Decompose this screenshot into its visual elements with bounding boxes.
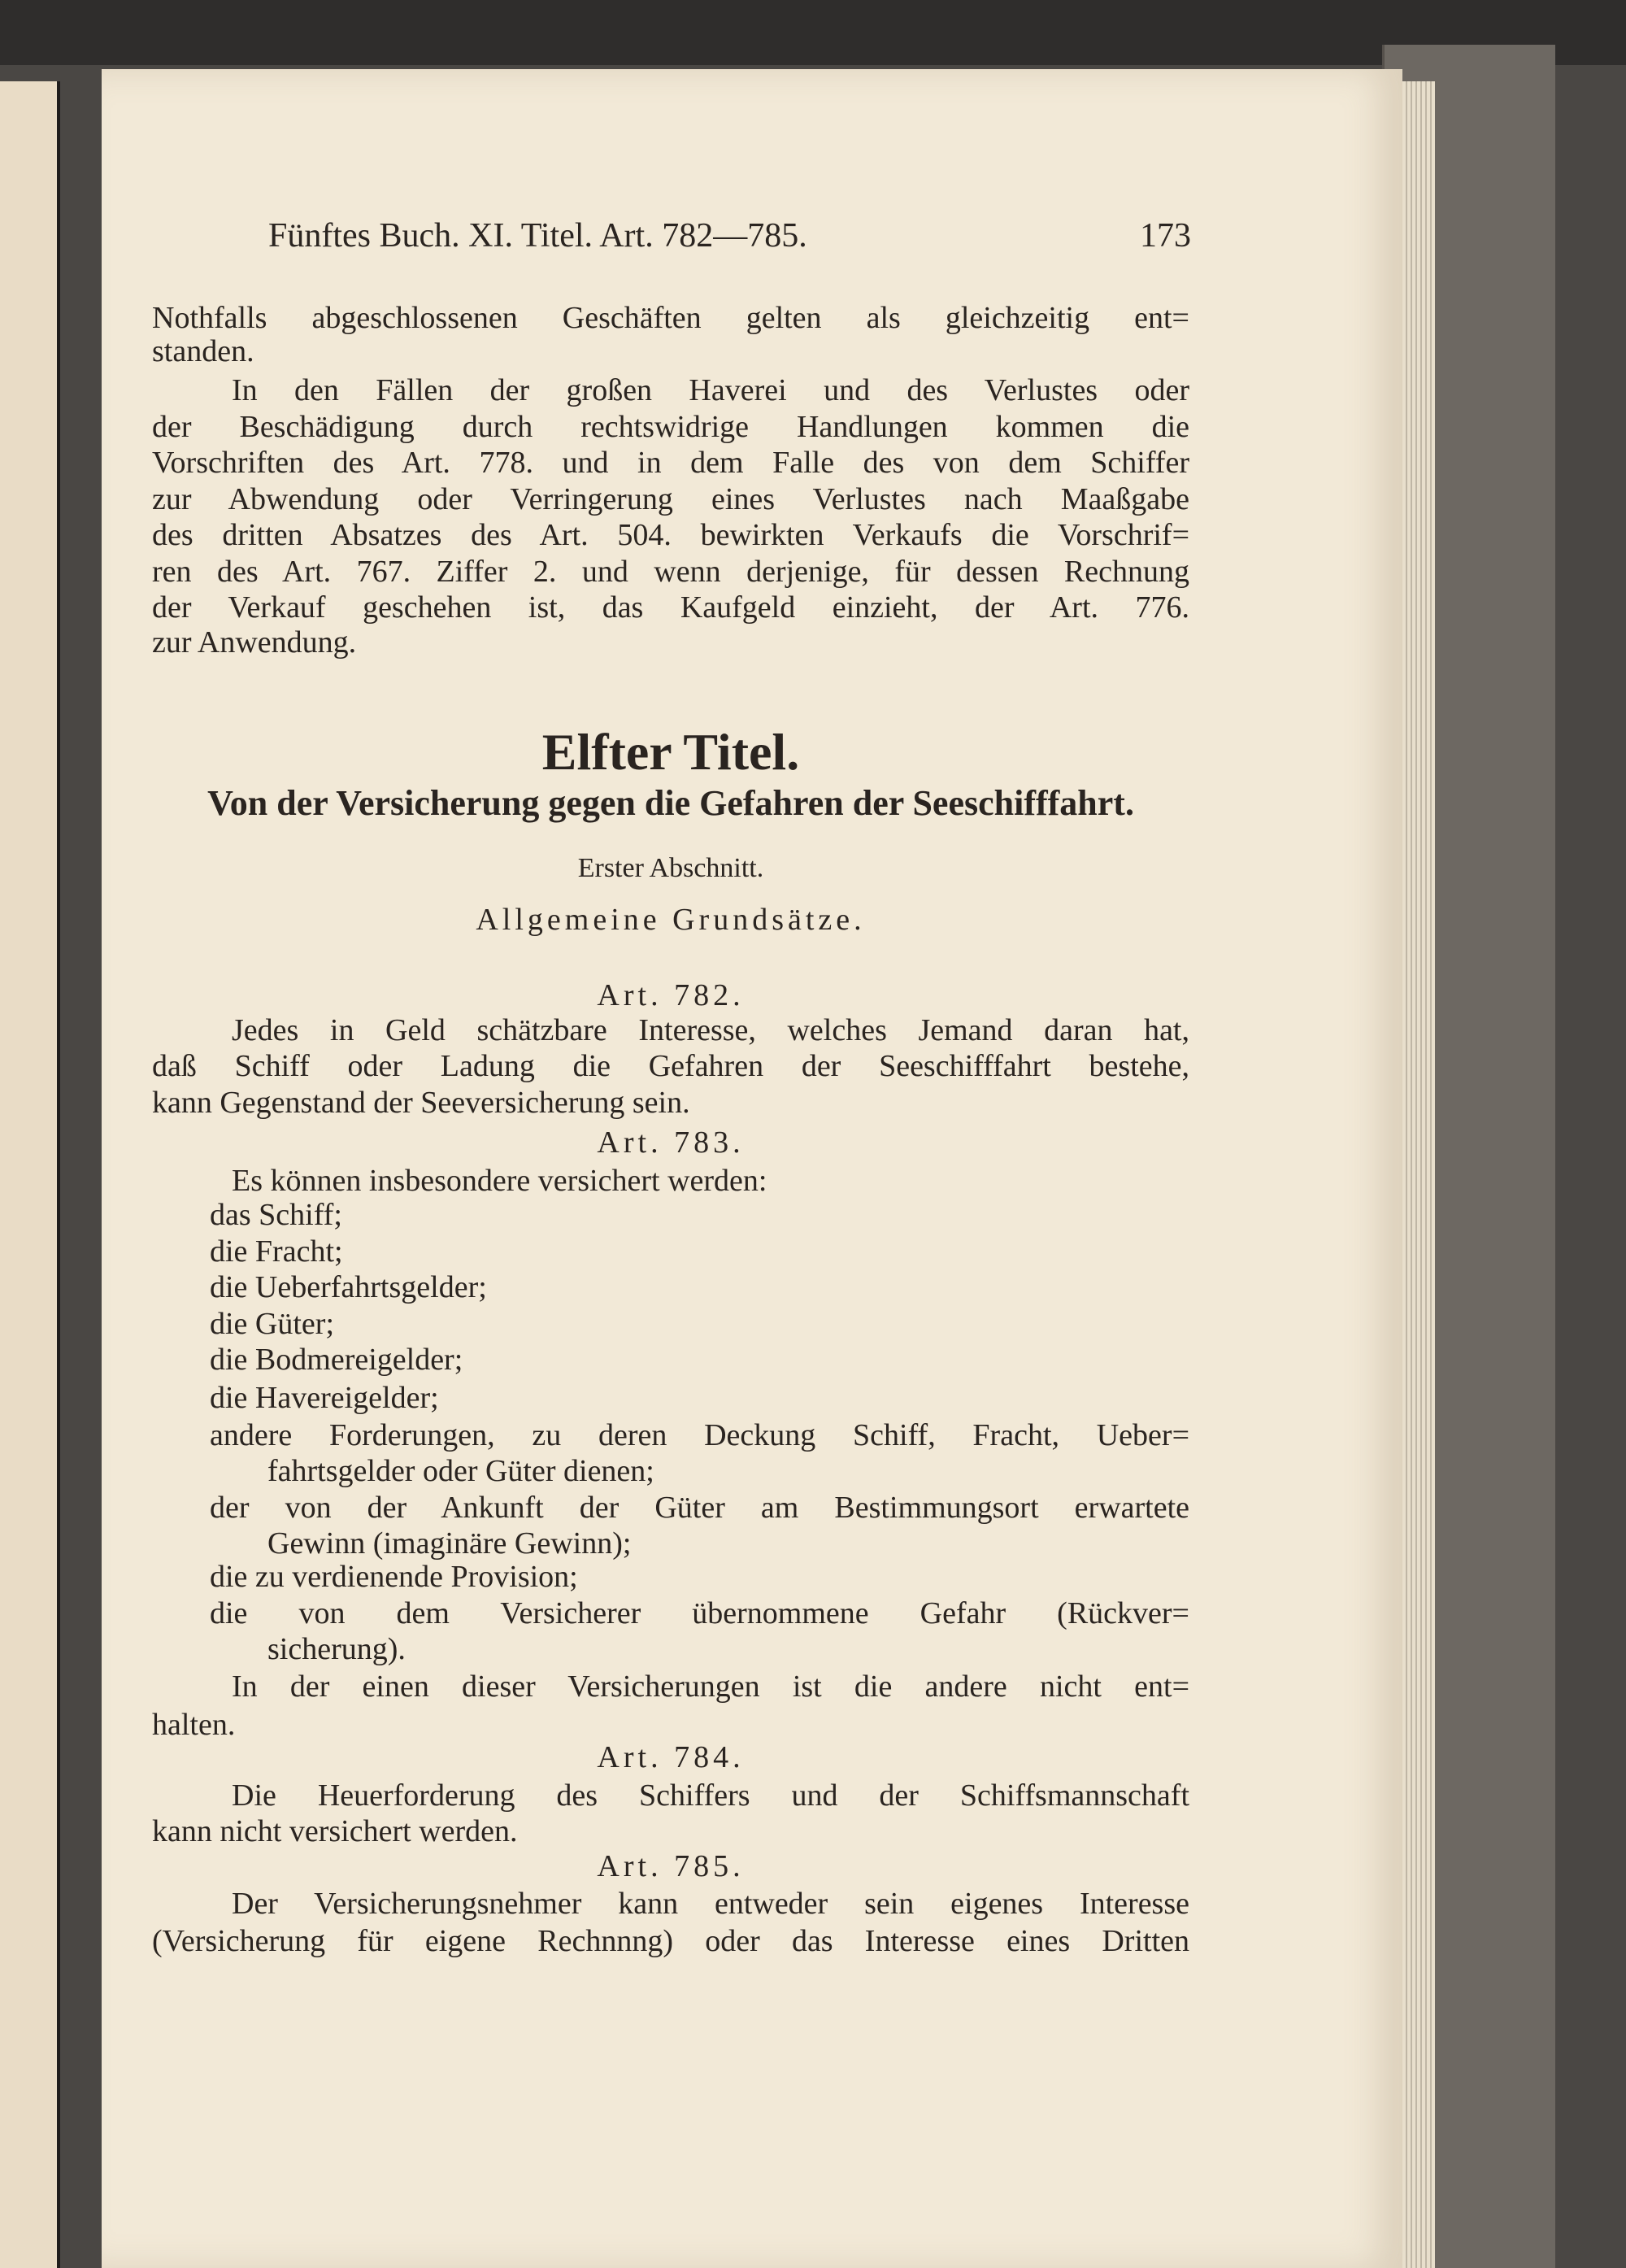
- text-line: Es können insbesondere versichert werden:: [232, 1163, 767, 1198]
- list-item: die Bodmereigelder;: [210, 1342, 463, 1377]
- text-line: Der Versicherungsnehmer kann entweder sein eigenes Interesse: [232, 1886, 1189, 1921]
- subsection-title: Allgemeine Grundsätze.: [476, 902, 866, 937]
- article-heading: Art. 782.: [597, 977, 745, 1012]
- text-line: Die Heuerforderung des Schiffers und der Schiffsmannschaft: [232, 1778, 1189, 1813]
- text-line: standen.: [152, 333, 254, 368]
- list-item: die Güter;: [210, 1306, 335, 1341]
- list-item: der von der Ankunft der Güter am Bestimmungsort erwartete: [210, 1490, 1189, 1525]
- text-line: zur Abwendung oder Verringerung eines Verlustes nach Maaßgabe: [152, 481, 1189, 516]
- text-line: kann Gegenstand der Seeversicherung sein.: [152, 1085, 690, 1120]
- running-header: Fünftes Buch. XI. Titel. Art. 782—785.: [268, 217, 807, 255]
- facing-page-edge: [0, 81, 60, 2268]
- list-item: das Schiff;: [210, 1197, 342, 1232]
- page-number: 173: [1140, 217, 1191, 255]
- list-item: die Fracht;: [210, 1234, 343, 1269]
- article-heading: Art. 785.: [597, 1848, 745, 1883]
- list-item-continuation: fahrtsgelder oder Güter dienen;: [267, 1453, 654, 1488]
- text-line: In der einen dieser Versicherungen ist die andere nicht ent=: [232, 1669, 1189, 1704]
- list-item: die von dem Versicherer übernommene Gefahr (Rückver=: [210, 1595, 1189, 1630]
- page-edges: [1402, 81, 1435, 2268]
- text-line: In den Fällen der großen Haverei und des Verlustes oder: [232, 372, 1189, 407]
- text-line: Vorschriften des Art. 778. und in dem Falle des von dem Schiffer: [152, 445, 1189, 480]
- list-item-continuation: sicherung).: [267, 1631, 406, 1666]
- text-line: des dritten Absatzes des Art. 504. bewirkten Verkaufs die Vorschrif=: [152, 517, 1189, 552]
- list-item: die Ueberfahrtsgelder;: [210, 1269, 487, 1304]
- subsection-label: Erster Abschnitt.: [577, 852, 764, 883]
- text-line: halten.: [152, 1707, 236, 1742]
- list-item-continuation: Gewinn (imaginäre Gewinn);: [267, 1526, 632, 1561]
- text-line: der Beschädigung durch rechtswidrige Handlungen kommen die: [152, 409, 1189, 444]
- text-line: Jedes in Geld schätzbare Interesse, welches Jemand daran hat,: [232, 1012, 1189, 1047]
- text-line: Nothfalls abgeschlossenen Geschäften gelten als gleichzeitig ent=: [152, 300, 1189, 335]
- text-line: (Versicherung für eigene Rechnnng) oder das Interesse eines Dritten: [152, 1923, 1189, 1958]
- text-line: daß Schiff oder Ladung die Gefahren der Seeschifffahrt bestehe,: [152, 1048, 1189, 1083]
- text-line: zur Anwendung.: [152, 625, 357, 660]
- article-heading: Art. 784.: [597, 1739, 745, 1774]
- text-line: der Verkauf geschehen ist, das Kaufgeld einzieht, der Art. 776.: [152, 590, 1189, 625]
- text-line: ren des Art. 767. Ziffer 2. und wenn derjenige, für dessen Rechnung: [152, 554, 1189, 589]
- list-item: die zu verdienende Provision;: [210, 1559, 578, 1594]
- section-title: Elfter Titel.: [541, 723, 800, 781]
- section-subtitle: Von der Versicherung gegen die Gefahren der Seeschifffahrt.: [207, 782, 1134, 823]
- list-item: andere Forderungen, zu deren Deckung Schiff, Fracht, Ueber=: [210, 1417, 1189, 1452]
- list-item: die Havereigelder;: [210, 1380, 439, 1415]
- article-heading: Art. 783.: [597, 1125, 745, 1160]
- text-line: kann nicht versichert werden.: [152, 1813, 518, 1848]
